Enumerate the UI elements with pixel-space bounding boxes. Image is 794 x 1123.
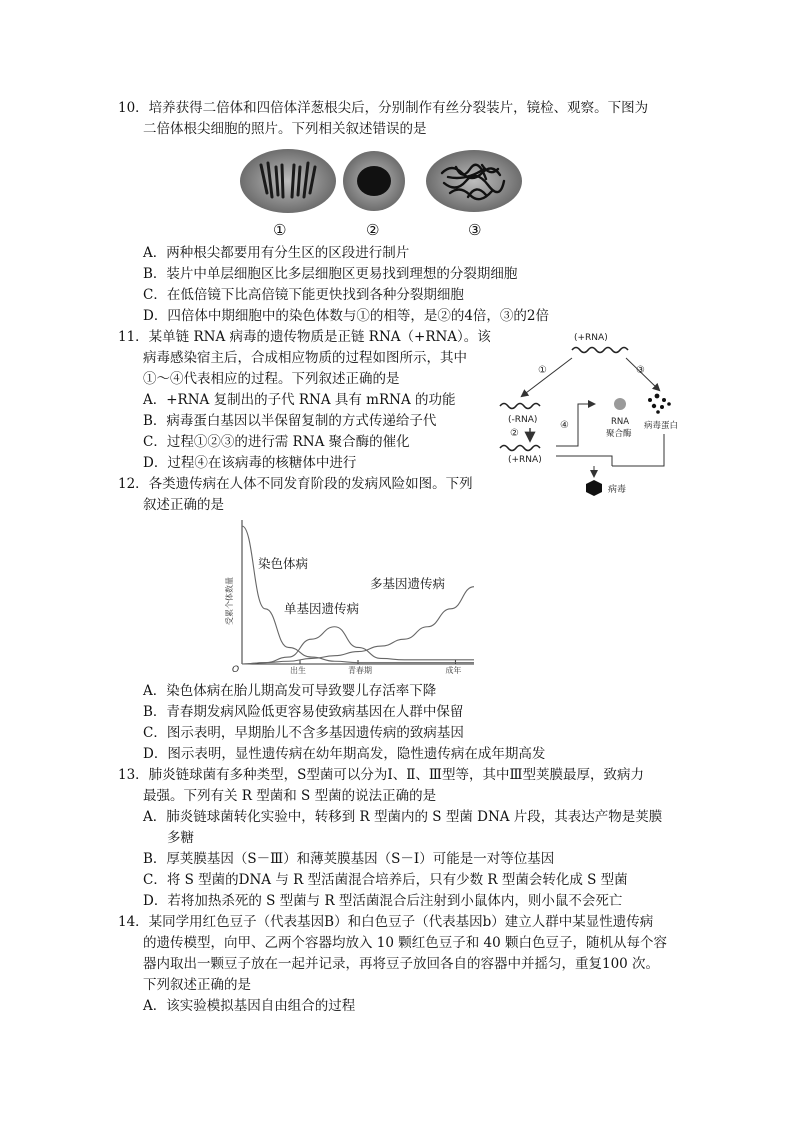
polygenic-disease-label: 多基因遗传病	[370, 576, 446, 591]
viral-protein-icon	[648, 394, 671, 414]
q11-option-c: C．过程①②③的进行需 RNA 聚合酶的催化	[143, 434, 410, 450]
q11-option-b: B．病毒蛋白基因以半保留复制的方式传递给子代	[143, 413, 437, 429]
chromosomal-disease-curve	[242, 526, 474, 663]
virus-label: 病毒	[608, 485, 627, 495]
q12-stem-line1: 12．各类遗传病在人体不同发育阶段的发病风险如图。下列	[118, 476, 473, 492]
rna-polymerase-label-1: RNA	[611, 417, 630, 427]
viral-protein-label: 病毒蛋白	[644, 421, 679, 431]
cell-label-2: ②	[366, 221, 380, 239]
q11-stem-line1: 11．某单链 RNA 病毒的遗传物质是正链 RNA（+RNA）。该	[118, 329, 491, 345]
x-tick-label: 青春期	[348, 666, 372, 675]
single-gene-disease-label: 单基因遗传病	[284, 601, 360, 616]
x-tick-label: 成年	[445, 666, 462, 675]
top-rna-strand	[572, 348, 628, 353]
q11-option-a: A．+RNA 复制出的子代 RNA 具有 mRNA 的功能	[143, 392, 456, 408]
step-2-label: ②	[510, 428, 519, 439]
neg-rna-strand	[500, 404, 540, 409]
cell-photo-3	[426, 150, 522, 212]
q11-virus-diagram	[494, 330, 704, 500]
q13-option-a: A．肺炎链球菌转化实验中，转移到 R 型菌内的 S 型菌 DNA 片段，其表达产物是荚膜	[143, 809, 663, 825]
q10-stem-line1: 10．培养获得二倍体和四倍体洋葱根尖后，分别制作有丝分裂装片，镜检、观察。下图为	[118, 100, 649, 116]
disease-risk-chart	[222, 516, 484, 676]
q10-cell-photos	[236, 147, 526, 242]
q10-option-c: C．在低倍镜下比高倍镜下能更快找到各种分裂期细胞	[143, 287, 464, 303]
q10-option-d: D．四倍体中期细胞中的染色体数与①的相等，是②的4倍，③的2倍	[143, 308, 550, 324]
q14-stem-line1: 14．某同学用红色豆子（代表基因B）和白色豆子（代表基因b）建立人群中某显性遗传病	[118, 914, 654, 930]
q14-stem-line2: 的遗传模型，向甲、乙两个容器均放入 10 颗红色豆子和 40 颗白色豆子，随机从每个容	[143, 935, 668, 951]
q14-stem-line4: 下列叙述正确的是	[143, 977, 251, 993]
q13-option-b: B．厚荚膜基因（S－Ⅲ）和薄荚膜基因（S－Ⅰ）可能是一对等位基因	[143, 851, 555, 867]
q13-option-d: D．若将加热杀死的 S 型菌与 R 型活菌混合后注射到小鼠体内，则小鼠不会死亡	[143, 893, 623, 909]
bottom-rna-label: (+RNA)	[508, 455, 542, 465]
rna-polymerase-icon	[614, 398, 626, 410]
q12-option-d: D．图示表明，显性遗传病在幼年期高发，隐性遗传病在成年期高发	[143, 746, 546, 762]
q13-option-c: C．将 S 型菌的DNA 与 R 型活菌混合培养后，只有少数 R 型菌会转化成 S 型菌	[143, 872, 628, 888]
bottom-rna-strand	[500, 446, 540, 451]
q10-option-b: B．装片中单层细胞区比多层细胞区更易找到理想的分裂期细胞	[143, 266, 518, 282]
q12-option-b: B．青春期发病风险低更容易使致病基因在人群中保留	[143, 704, 464, 720]
origin-label: O	[232, 665, 240, 675]
q10-option-a: A．两种根尖都要用有分生区的区段进行制片	[143, 245, 410, 261]
virus-icon	[586, 480, 602, 496]
polygenic-disease-curve	[242, 587, 474, 664]
cell-label-3: ③	[468, 221, 482, 239]
q14-stem-line3: 器内取出一颗豆子放在一起并记录，再将豆子放回各自的容器中并摇匀，重复100 次。	[143, 956, 660, 972]
y-axis-label: 受累个体数量	[225, 577, 234, 625]
q12-option-a: A．染色体病在胎儿期高发可导致婴儿存活率下降	[143, 683, 437, 699]
q14-option-a: A．该实验模拟基因自由组合的过程	[143, 998, 356, 1014]
q11-stem-line2: 病毒感染宿主后，合成相应物质的过程如图所示，其中	[143, 350, 467, 366]
q12-stem-line2: 叙述正确的是	[143, 497, 224, 513]
q13-option-a-cont: 多糖	[167, 830, 194, 846]
q11-stem-line3: ①～④代表相应的过程。下列叙述正确的是	[143, 371, 400, 387]
step-4-label: ④	[560, 420, 569, 431]
single-gene-disease-curve	[242, 627, 474, 664]
q11-option-d: D．过程④在该病毒的核糖体中进行	[143, 455, 357, 471]
x-tick-label: 出生	[290, 666, 306, 675]
rna-polymerase-label-2: 聚合酶	[606, 429, 632, 439]
q12-option-c: C．图示表明，早期胎儿不含多基因遗传病的致病基因	[143, 725, 464, 741]
step-3-label: ③	[636, 365, 645, 376]
cell-label-1: ①	[273, 221, 287, 239]
q13-stem-line1: 13．肺炎链球菌有多种类型，S型菌可以分为Ⅰ、Ⅱ、Ⅲ型等，其中Ⅲ型荚膜最厚，致病力	[118, 767, 644, 783]
step-1-label: ①	[538, 365, 547, 376]
q10-stem-line2: 二倍体根尖细胞的照片。下列相关叙述错误的是	[143, 121, 427, 137]
neg-rna-label: (-RNA)	[508, 415, 538, 425]
top-rna-label: (+RNA)	[574, 333, 608, 343]
cell-photo-2	[343, 151, 405, 211]
cell-photo-1	[240, 149, 336, 213]
chromosomal-disease-label: 染色体病	[258, 556, 309, 571]
q13-stem-line2: 最强。下列有关 R 型菌和 S 型菌的说法正确的是	[143, 788, 437, 804]
